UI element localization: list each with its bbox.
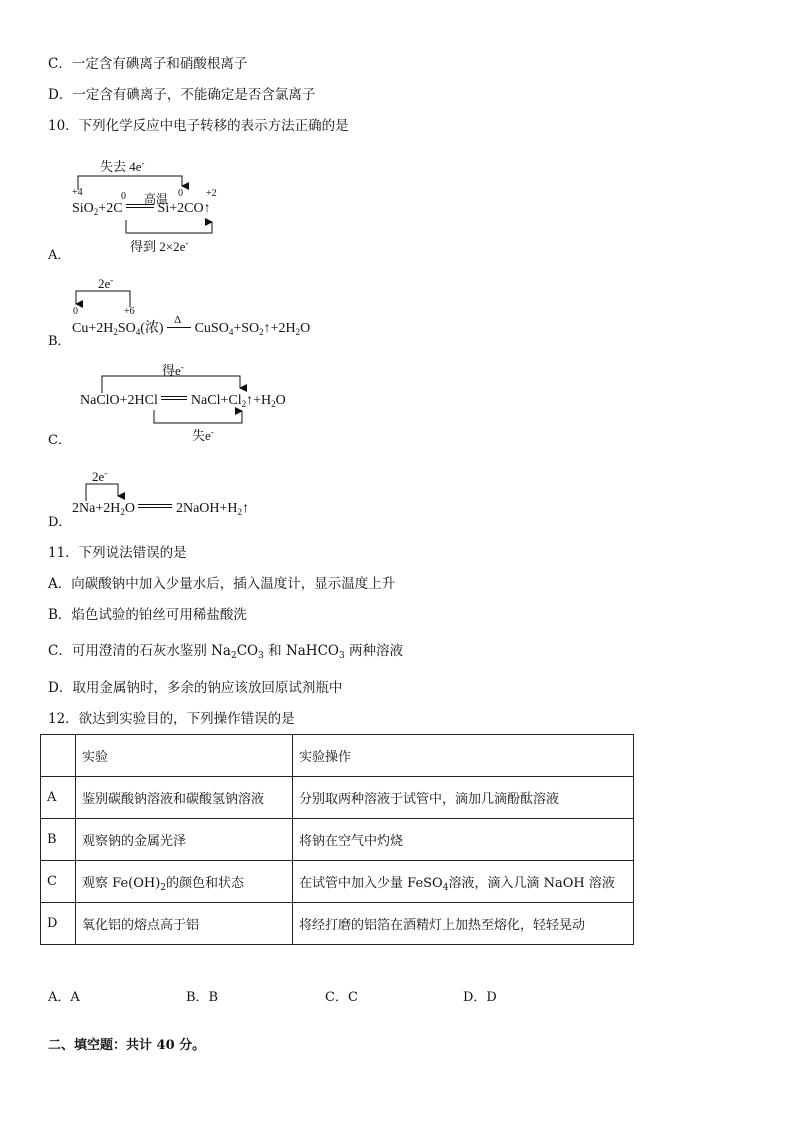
table-header-cell: 实验 — [76, 735, 293, 777]
equation-b: $Cu+2H_2SO_4$(浓) Δ $CuSO_4+SO_2↑+2H_2O$ — [72, 314, 311, 337]
q12-answer-d[interactable]: D．D — [463, 990, 497, 1005]
equals-sign — [161, 396, 187, 400]
q12-answer-b[interactable]: B．B — [186, 990, 219, 1005]
row-experiment: 鉴别碳酸钠溶液和碳酸氢钠溶液 — [76, 777, 293, 819]
table-row — [41, 777, 634, 819]
transfer-label: 2e — [92, 469, 105, 484]
row-key: D — [41, 903, 76, 945]
row-experiment: 氧化铝的熔点高于铝 — [76, 903, 293, 945]
row-operation: 将经打磨的铝箔在酒精灯上加热至熔化，轻轻晃动 — [293, 903, 634, 945]
table-row — [41, 819, 634, 861]
table-header-row — [41, 735, 634, 777]
option-label: A． — [48, 248, 71, 263]
q12-answer-a[interactable]: A．A — [48, 990, 80, 1005]
row-key: B — [41, 819, 76, 861]
table-row — [41, 903, 634, 945]
section-heading: 二、填空题：共计 40 分。 — [48, 1038, 206, 1053]
equation-d: $2Na+2H_2O$ $2NaOH+H_2↑$ — [72, 501, 250, 517]
table-header-cell: 实验操作 — [293, 735, 634, 777]
row-key: C — [41, 861, 76, 903]
q11-option-d[interactable]: D．取用金属钠时，多余的钠应该放回原试剂瓶中 — [48, 680, 343, 696]
q11-option-a[interactable]: A．向碳酸钠中加入少量水后，插入温度计，显示温度上升 — [48, 576, 396, 592]
reaction-arrow-heat: Δ — [167, 327, 191, 328]
option-label: D． — [48, 515, 72, 530]
equation-a: SiO$_2$+2C Si+2CO↑ — [72, 201, 211, 217]
bottom-transfer-label: 得到 2×2e — [130, 239, 186, 254]
condition-high-temp: 高温 — [144, 192, 169, 206]
top-transfer-label: 得e — [162, 363, 181, 378]
q11-stem: 11．下列说法错误的是 — [48, 545, 187, 561]
option-label: C． — [48, 433, 71, 448]
q11-option-c[interactable]: C．可用澄清的石灰水鉴别 $Na_2CO_3$ 和 NaHCO$_3$ 两种溶液 — [48, 643, 404, 661]
q9-option-c: C．一定含有碘离子和硝酸根离子 — [48, 56, 248, 72]
ox-state-si: +4 — [72, 187, 83, 198]
row-key: A — [41, 777, 76, 819]
bottom-transfer-label: 失e — [192, 428, 211, 443]
experiment-table — [40, 734, 634, 945]
q11-option-b[interactable]: B．焰色试验的铂丝可用稀盐酸洗 — [48, 607, 247, 623]
ox-state-c: 0 — [121, 191, 126, 202]
q12-stem: 12．欲达到实验目的，下列操作错误的是 — [48, 711, 295, 727]
row-operation: 分别取两种溶液于试管中，滴加几滴酚酞溶液 — [293, 777, 634, 819]
row-operation: 将钠在空气中灼烧 — [293, 819, 634, 861]
ox-state-si-product: 0 — [178, 188, 183, 199]
row-operation: 在试管中加入少量 FeSO$_4$溶液，滴入几滴 NaOH 溶液 — [293, 861, 634, 903]
ox-state-cu: 0 — [73, 306, 78, 317]
transfer-label: 2e — [98, 276, 111, 291]
ox-state-s: +6 — [124, 306, 135, 317]
option-label: B． — [48, 334, 71, 349]
row-experiment: 观察钠的金属光泽 — [76, 819, 293, 861]
q9-option-d: D．一定含有碘离子，不能确定是否含氯离子 — [48, 87, 316, 103]
equation-c: NaClO+2HCl $NaCl+Cl_2↑+H_2O$ — [80, 393, 286, 409]
table-header-cell — [41, 735, 76, 777]
q12-answer-c[interactable]: C．C — [325, 990, 358, 1005]
equals-sign — [126, 204, 154, 208]
ox-state-co: +2 — [206, 188, 217, 199]
top-transfer-label: 失去 4e — [100, 159, 142, 174]
q10-stem: 10．下列化学反应中电子转移的表示方法正确的是 — [48, 118, 349, 134]
equals-sign — [138, 504, 172, 508]
table-row — [41, 861, 634, 903]
row-experiment: 观察 $Fe(OH)_2$的颜色和状态 — [76, 861, 293, 903]
